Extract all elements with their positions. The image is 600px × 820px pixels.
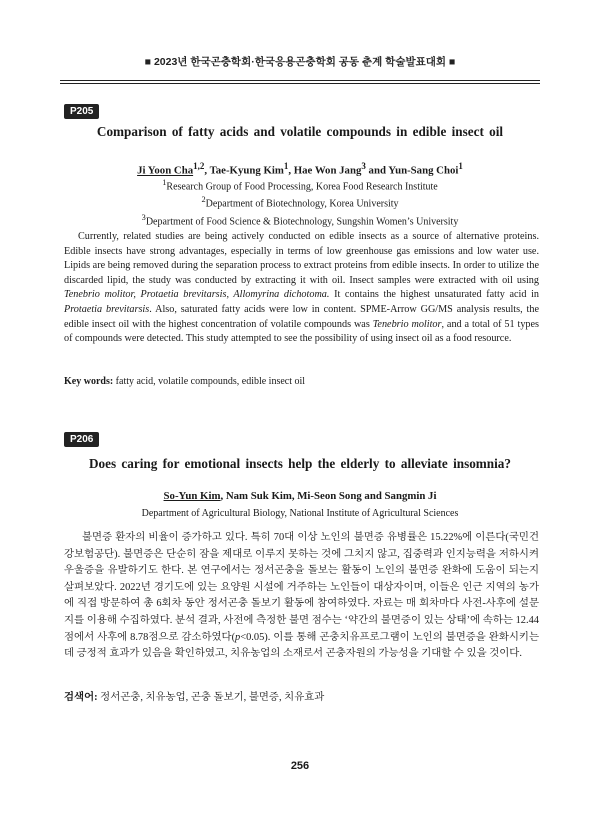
p205-author-4: and Yun-Sang Choi xyxy=(365,164,459,177)
p205-author-1: Ji Yoon Cha xyxy=(137,164,194,177)
page-number: 256 xyxy=(290,760,310,772)
p205-affiliation-3: $^3$Department of Food Science & Biotechnology, Sungshin Women’s University xyxy=(141,212,459,227)
p205-affiliations xyxy=(60,176,540,228)
p206-badge: P206 xyxy=(64,432,99,447)
p205-abstract: Currently, related studies are being actively conducted on edible insects as a source of alternative proteins. Edible insects have strong advantages, especially in terms of low greenhouse gas emissions and low water use. Lipids are being removed during the separation process to extract proteins from edible insects. In order to utilize the discarded lipid, the study was conducted by extracting it with oil. Insect samples were extracted with oil using Tenebrio molitor, Protaetia brevitarsis, Allomyrina dichotoma. It contains the highest unsaturated fatty acid in Protaetia brevitarsis. Also, saturated fatty acids were low in content. SPME-Arrow GG/MS analysis results, the edible insect oil with the highest concentration of volatile compounds was Tenebrio molitor, and a total of 51 types of compounds were detected. This study attempted to see the possibility of using insect oil as a food resource. xyxy=(64,231,539,345)
p205-author-3-sup: 3 xyxy=(361,161,366,171)
p205-author-1-sup: 1,2 xyxy=(193,161,205,171)
p206-authors-rest: , Nam Suk Kim, Mi-Seon Song and Sangmin Ji xyxy=(220,490,437,502)
p206-author-1: So-Yun Kim xyxy=(163,490,221,502)
p205-badge: P205 xyxy=(64,104,99,119)
p205-authors xyxy=(60,161,540,177)
p206-authors xyxy=(60,490,540,502)
p205-title: Comparison of fatty acids and volatile compounds in edible insect oil xyxy=(96,124,504,139)
conference-header: ■ 2023년 한국곤충학회·한국응용곤충학회 공동 춘계 학술발표대회 ■ xyxy=(144,56,456,68)
p206-abstract: 불면증 환자의 비율이 증가하고 있다. 특히 70대 이상 노인의 불면증 유병률은 15.22%에 이른다(국민건강보험공단). 불면증은 단순히 잠을 제대로 이루지 못하는 것에 그치지 않고, 집중력과 인지능력을 저하시켜 우울증을 유발하기도 한다. 본 연구에서는 정서곤충을 돌보는 활동이 노인의 불면증 완화에 도움이 되는지 살펴보았다. 2022년 경기도에 있는 요양원 시설에 거주하는 노인들이 대상자이며, 이들은 인근 지역의 농가에 직접 방문하여 총 6회차 동안 정서곤충 돌보기 활동에 참여하였다. 자료는 매 회차마다 사전-사후에 설문지를 이용해 수집하였다. 분석 결과, 사전에 측정한 불면 점수는 ‘약간의 불면증이 있는 상태’에 속하는 12.44점에서 사후에 8.78점으로 감소하였다(p<0.05). 이를 통해 곤충치유프로그램이 노인의 불면증을 완화시키는데 긍정적 효과가 있음을 확인하였고, 치유농업의 소재로서 곤충자원의 가능성을 기대할 수 있을 것이다. xyxy=(64,532,539,660)
p206-title: Does caring for emotional insects help the elderly to alleviate insomnia? xyxy=(89,456,511,471)
p206-keywords-text: 정서곤충, 치유농업, 곤충 돌보기, 불면증, 치유효과 xyxy=(97,692,325,703)
p206-affiliation: Department of Agricultural Biology, National Institute of Agricultural Sciences xyxy=(141,508,459,519)
p205-author-3: , Hae Won Jang xyxy=(288,164,362,177)
p206-keywords xyxy=(64,688,539,703)
p205-keywords xyxy=(64,376,539,387)
p205-author-4-sup: 1 xyxy=(458,161,463,171)
header-rule xyxy=(60,80,540,84)
p205-keywords-label: Key words: xyxy=(64,376,114,387)
p205-affiliation-1: $^1$Research Group of Food Processing, Korea Food Research Institute xyxy=(162,178,438,193)
p205-affiliation-2: $^2$Department of Biotechnology, Korea University xyxy=(201,195,399,210)
p205-keywords-text: fatty acid, volatile compounds, edible insect oil xyxy=(113,376,306,387)
p206-keywords-label: 검색어: xyxy=(64,692,98,703)
p205-author-2: , Tae-Kyung Kim xyxy=(204,164,284,177)
p205-author-2-sup: 1 xyxy=(283,161,289,171)
